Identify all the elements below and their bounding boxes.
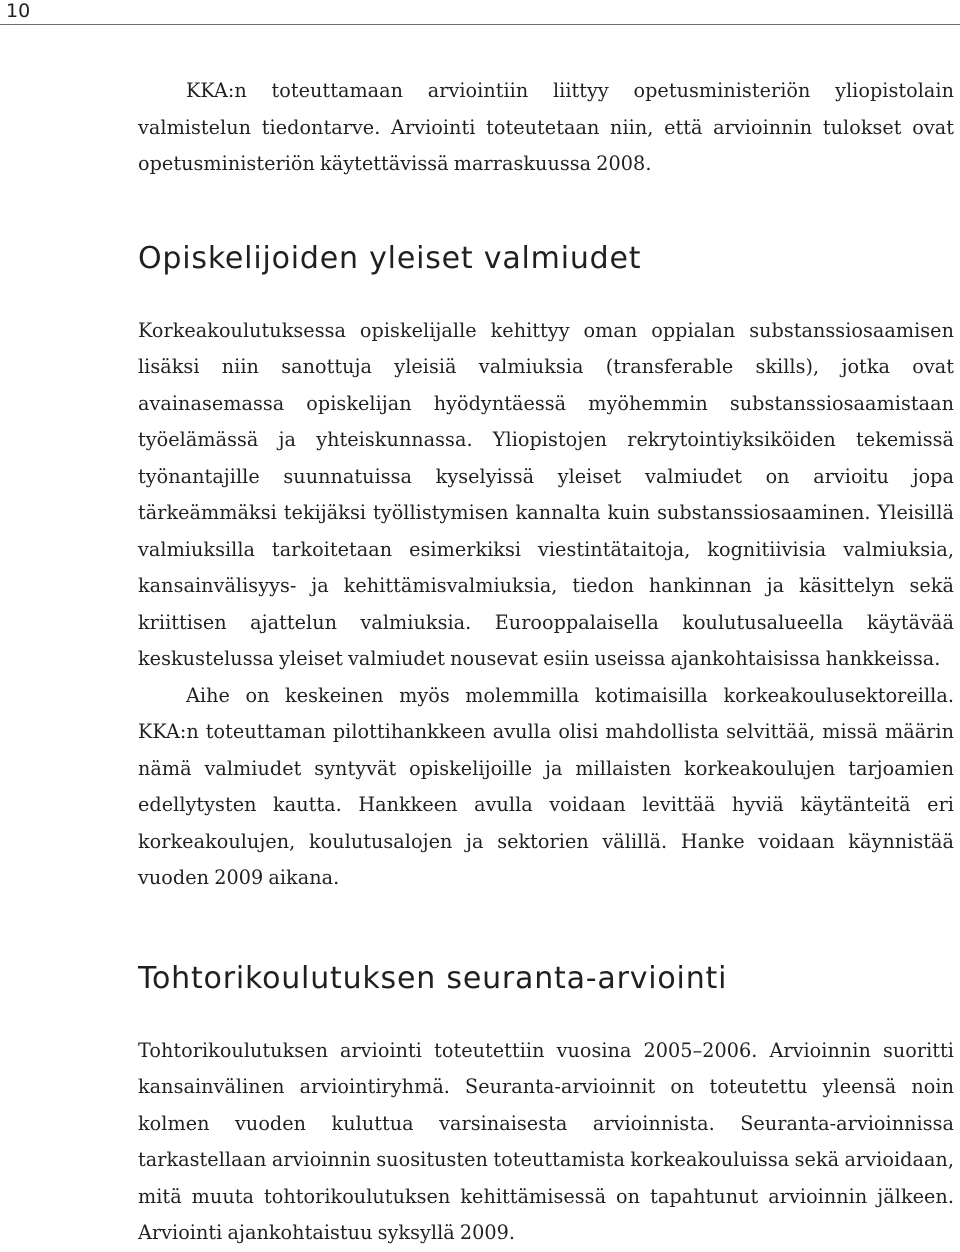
general-skills-paragraph-1: Korkeakoulutuksessa opiskelijalle kehittyy oman oppialan substanssiosaamisen lisäksi niin sanottuja yleisiä valmiuksia (transferable skills), jotka ovat avainasemassa opiskelijan hyödyntäessä myöhemmin substanssiosaamistaan työelämässä ja yhteiskunnassa. Yliopistojen rekrytointiyksiköiden tekemissä työnantajille suunnatuissa kyselyissä yleiset valmiudet on arvioitu jopa tärkeämmäksi tekijäksi työllistymisen kannalta kuin substanssiosaaminen. Yleisillä valmiuksilla tarkoitetaan esimerkiksi viestintätaitoja, kognitiivisia valmiuksia, kansainvälisyys- ja kehittämisvalmiuksia, tiedon hankinnan ja käsittelyn sekä kriittisen ajattelun valmiuksia. Eurooppalaisella koulutusalueella käytävää keskustelussa yleiset valmiudet nousevat esiin useissa ajankohtaisissa hankkeissa. (138, 318, 954, 670)
section-heading-general-skills: Opiskelijoiden yleiset valmiudet (138, 240, 642, 276)
intro-paragraph: KKA:n toteuttamaan arviointiin liittyy opetusministeriön yliopistolain valmistelun tiedontarve. Arviointi toteutetaan niin, että arvioinnin tulokset ovat opetusministeriön käytettävissä marraskuussa 2008. (138, 79, 954, 175)
header-rule (0, 24, 960, 25)
general-skills-paragraph-2: Aihe on keskeinen myös molemmilla kotimaisilla korkeakoulusektoreilla. KKA:n toteuttaman pilottihankkeen avulla olisi mahdollista selvittää, missä määrin nämä valmiudet syntyvät opiskelijoille ja millaisten korkeakoulujen tarjoamien edellytysten kautta. Hankkeen avulla voidaan levittää hyviä käytänteitä eri korkeakoulujen, koulutusalojen ja sektorien välillä. Hanke voidaan käynnistää vuoden 2009 aikana. (138, 683, 954, 889)
page-number: 10 (6, 0, 31, 22)
doctoral-followup-paragraph: Tohtorikoulutuksen arviointi toteutettiin vuosina 2005–2006. Arvioinnin suoritti kansainvälinen arviointiryhmä. Seuranta-arvioinnit on toteutettu yleensä noin kolmen vuoden kuluttua varsinaisesta arvioinnista. Seuranta-arvioinnissa tarkastellaan arvioinnin suositusten toteuttamista korkeakouluissa sekä arvioidaan, mitä muuta tohtorikoulutuksen kehittämisessä on tapahtunut arvioinnin jälkeen. Arviointi ajankohtaistuu syksyllä 2009. (138, 1038, 954, 1244)
page-content (138, 73, 954, 1252)
section-heading-doctoral-followup: Tohtorikoulutuksen seuranta-arviointi (138, 960, 728, 996)
